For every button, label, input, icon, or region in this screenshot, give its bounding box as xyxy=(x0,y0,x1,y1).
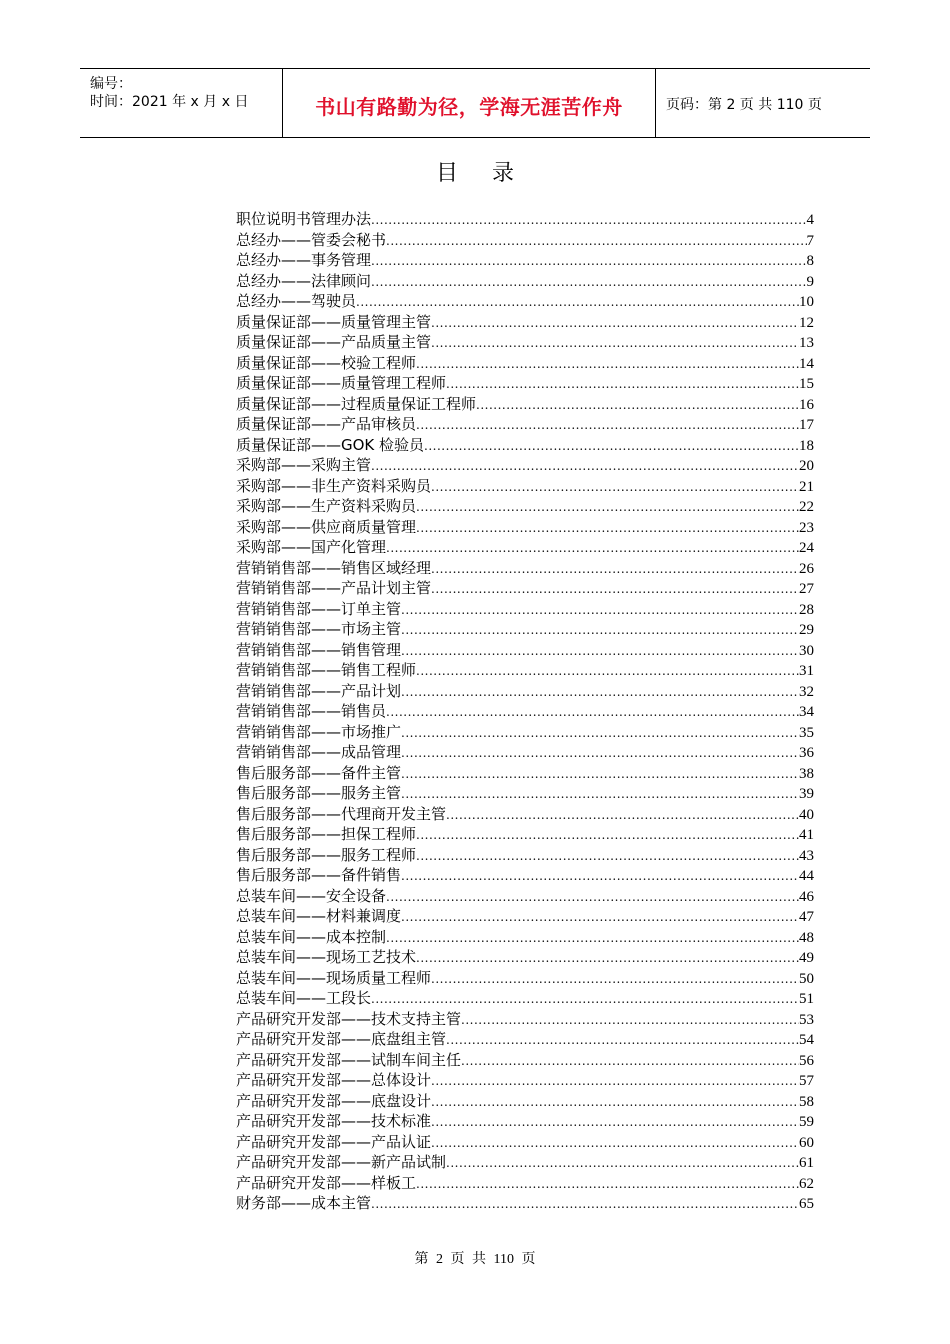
toc-leader-dots xyxy=(386,538,799,559)
toc-leader-dots xyxy=(401,682,799,703)
toc-entry-label: 产品研究开发部——产品认证 xyxy=(236,1132,432,1151)
toc-entry[interactable] xyxy=(236,517,814,538)
toc-entry-label: 质量保证部——过程质量保证工程师 xyxy=(236,394,477,413)
toc-entry[interactable] xyxy=(236,1009,814,1030)
toc-leader-dots xyxy=(356,292,799,313)
toc-entry-page: 22 xyxy=(799,499,814,515)
toc-entry-label: 营销销售部——市场主管 xyxy=(236,620,402,638)
toc-entry[interactable] xyxy=(236,476,814,497)
toc-entry-page: 48 xyxy=(799,929,814,946)
toc-entry-label: 营销销售部——销售管理 xyxy=(236,640,402,659)
toc-entry-label: 营销销售部——销售工程师 xyxy=(236,661,417,679)
toc-leader-dots xyxy=(401,600,799,621)
toc-leader-dots xyxy=(431,969,799,990)
header-page-cell xyxy=(656,69,870,137)
toc-entry[interactable] xyxy=(236,804,814,825)
page-header xyxy=(80,68,870,138)
toc-entry[interactable] xyxy=(236,947,814,968)
toc-entry[interactable] xyxy=(236,414,814,435)
toc-entry-page: 18 xyxy=(799,437,814,454)
toc-leader-dots xyxy=(431,1071,799,1092)
toc-entry-label: 质量保证部——质量管理主管 xyxy=(236,312,432,331)
toc-entry[interactable] xyxy=(236,291,814,312)
toc-entry-label: 采购部——生产资料采购员 xyxy=(236,497,417,515)
toc-entry-page: 47 xyxy=(799,909,814,925)
toc-leader-dots xyxy=(401,641,799,662)
toc-entry-page: 50 xyxy=(799,970,814,987)
toc-entry-page: 35 xyxy=(799,724,814,741)
toc-entry-label: 总装车间——安全设备 xyxy=(236,886,387,905)
toc-entry[interactable] xyxy=(236,722,814,743)
toc-entry-page: 46 xyxy=(799,888,814,905)
toc-entry[interactable] xyxy=(236,209,814,230)
toc-entry-page: 39 xyxy=(799,786,814,802)
toc-entry-label: 质量保证部——质量管理工程师 xyxy=(236,374,447,392)
toc-entry[interactable] xyxy=(236,845,814,866)
toc-entry-label: 总装车间——工段长 xyxy=(236,989,372,1007)
toc-entry-label: 产品研究开发部——新产品试制 xyxy=(236,1153,447,1171)
toc-leader-dots xyxy=(424,436,799,457)
toc-entry-page: 56 xyxy=(799,1052,814,1069)
toc-entry[interactable] xyxy=(236,640,814,661)
toc-leader-dots xyxy=(401,784,799,805)
table-of-contents xyxy=(236,209,814,1214)
toc-entry-label: 产品研究开发部——技术标准 xyxy=(236,1112,432,1130)
toc-entry[interactable] xyxy=(236,968,814,989)
toc-entry-label: 总经办——驾驶员 xyxy=(236,292,357,310)
toc-leader-dots xyxy=(401,764,799,785)
toc-entry-page: 43 xyxy=(799,847,814,864)
toc-entry-page: 13 xyxy=(799,335,814,351)
toc-entry[interactable] xyxy=(236,763,814,784)
toc-entry-page: 8 xyxy=(806,253,814,269)
toc-entry[interactable] xyxy=(236,1152,814,1173)
toc-entry[interactable] xyxy=(236,1111,814,1132)
toc-entry[interactable] xyxy=(236,660,814,681)
toc-entry[interactable] xyxy=(236,1132,814,1153)
toc-leader-dots xyxy=(386,231,806,252)
toc-leader-dots xyxy=(416,415,799,436)
toc-entry-page: 4 xyxy=(806,212,814,228)
page-footer: 第 2 页 共 110 页 xyxy=(414,1252,536,1267)
toc-entry-page: 7 xyxy=(806,232,814,249)
toc-entry[interactable] xyxy=(236,537,814,558)
toc-entry[interactable] xyxy=(236,312,814,333)
toc-leader-dots xyxy=(461,1010,799,1031)
toc-leader-dots xyxy=(386,702,799,723)
toc-leader-dots xyxy=(416,354,799,375)
toc-entry-label: 总经办——事务管理 xyxy=(236,251,372,269)
toc-entry-page: 32 xyxy=(799,683,814,700)
toc-leader-dots xyxy=(401,866,799,887)
toc-entry-page: 62 xyxy=(799,1175,814,1192)
toc-entry-page: 27 xyxy=(799,581,814,597)
toc-entry-page: 17 xyxy=(799,417,814,433)
toc-leader-dots xyxy=(416,661,799,682)
toc-entry-page: 57 xyxy=(799,1073,814,1089)
toc-leader-dots xyxy=(431,333,799,354)
header-page-info: 页码：第 2 页 共 110 页 xyxy=(666,97,822,113)
toc-entry-page: 10 xyxy=(799,294,814,310)
toc-leader-dots xyxy=(476,395,799,416)
toc-entry-label: 采购部——国产化管理 xyxy=(236,538,387,556)
toc-entry[interactable] xyxy=(236,1029,814,1050)
toc-entry[interactable] xyxy=(236,1050,814,1071)
header-meta-cell xyxy=(80,69,283,137)
toc-entry[interactable] xyxy=(236,578,814,599)
toc-entry[interactable] xyxy=(236,373,814,394)
toc-leader-dots xyxy=(416,518,799,539)
toc-entry[interactable] xyxy=(236,783,814,804)
toc-leader-dots xyxy=(431,477,799,498)
toc-leader-dots xyxy=(386,928,799,949)
toc-entry-page: 26 xyxy=(799,560,814,577)
toc-entry-label: 职位说明书管理办法 xyxy=(236,210,372,228)
toc-entry-page: 60 xyxy=(799,1134,814,1151)
document-date: 时间：2021 年 x 月 x 日 xyxy=(90,94,249,110)
toc-entry-label: 产品研究开发部——样板工 xyxy=(236,1173,417,1192)
toc-entry[interactable] xyxy=(236,886,814,907)
toc-entry-label: 营销销售部——订单主管 xyxy=(236,599,402,618)
toc-entry-label: 售后服务部——服务主管 xyxy=(236,784,402,802)
toc-leader-dots xyxy=(446,1153,799,1174)
toc-entry[interactable] xyxy=(236,558,814,579)
toc-entry-label: 质量保证部——GOK 检验员 xyxy=(236,435,425,454)
toc-entry-page: 54 xyxy=(799,1032,814,1048)
toc-entry-label: 营销销售部——产品计划 xyxy=(236,681,402,700)
toc-entry-page: 49 xyxy=(799,950,814,966)
toc-entry-page: 30 xyxy=(799,642,814,659)
toc-entry-page: 53 xyxy=(799,1011,814,1028)
toc-entry[interactable] xyxy=(236,681,814,702)
toc-entry[interactable] xyxy=(236,332,814,353)
toc-entry-page: 38 xyxy=(799,765,814,782)
toc-leader-dots xyxy=(446,1030,799,1051)
toc-leader-dots xyxy=(371,1194,799,1215)
toc-leader-dots xyxy=(446,805,799,826)
toc-entry-page: 44 xyxy=(799,868,814,884)
toc-leader-dots xyxy=(431,1092,799,1113)
toc-entry-label: 财务部——成本主管 xyxy=(236,1194,372,1212)
toc-leader-dots xyxy=(386,887,799,908)
toc-leader-dots xyxy=(371,272,806,293)
toc-leader-dots xyxy=(401,620,799,641)
toc-entry-label: 售后服务部——备件主管 xyxy=(236,763,402,782)
toc-entry-page: 29 xyxy=(799,622,814,638)
toc-entry[interactable] xyxy=(236,1091,814,1112)
toc-entry-page: 41 xyxy=(799,827,814,843)
toc-entry-label: 售后服务部——服务工程师 xyxy=(236,845,417,864)
toc-leader-dots xyxy=(431,313,799,334)
toc-entry-page: 14 xyxy=(799,355,814,372)
toc-entry[interactable] xyxy=(236,455,814,476)
toc-entry-label: 营销销售部——产品计划主管 xyxy=(236,579,432,597)
toc-entry[interactable] xyxy=(236,701,814,722)
toc-entry-page: 34 xyxy=(799,704,814,720)
toc-leader-dots xyxy=(446,374,799,395)
toc-entry-page: 24 xyxy=(799,540,814,556)
toc-entry-page: 59 xyxy=(799,1114,814,1130)
toc-entry-page: 28 xyxy=(799,601,814,618)
toc-leader-dots xyxy=(401,907,799,928)
toc-entry-label: 营销销售部——销售员 xyxy=(236,702,387,720)
toc-entry-page: 58 xyxy=(799,1093,814,1110)
toc-entry-label: 产品研究开发部——技术支持主管 xyxy=(236,1009,462,1028)
toc-entry-page: 40 xyxy=(799,806,814,823)
toc-entry[interactable] xyxy=(236,435,814,456)
toc-entry[interactable] xyxy=(236,619,814,640)
toc-entry[interactable] xyxy=(236,250,814,271)
toc-leader-dots xyxy=(431,1133,799,1154)
toc-leader-dots xyxy=(416,1174,799,1195)
toc-entry-label: 营销销售部——市场推广 xyxy=(236,722,402,741)
toc-leader-dots xyxy=(416,846,799,867)
toc-entry-label: 质量保证部——产品审核员 xyxy=(236,415,417,433)
toc-leader-dots xyxy=(431,559,799,580)
toc-entry-page: 16 xyxy=(799,396,814,413)
toc-entry[interactable] xyxy=(236,824,814,845)
toc-entry-label: 总装车间——成本控制 xyxy=(236,927,387,946)
toc-entry-label: 售后服务部——担保工程师 xyxy=(236,825,417,843)
toc-entry[interactable] xyxy=(236,230,814,251)
toc-entry-label: 总装车间——现场质量工程师 xyxy=(236,968,432,987)
toc-entry[interactable] xyxy=(236,496,814,517)
toc-entry-page: 15 xyxy=(799,376,814,392)
toc-entry-page: 23 xyxy=(799,519,814,536)
toc-entry-page: 51 xyxy=(799,991,814,1007)
toc-entry-page: 36 xyxy=(799,745,814,761)
header-motto: 书山有路勤为径，学海无涯苦作舟 xyxy=(315,95,623,119)
toc-entry-page: 21 xyxy=(799,478,814,495)
toc-leader-dots xyxy=(431,579,799,600)
toc-entry-label: 质量保证部——校验工程师 xyxy=(236,353,417,372)
toc-entry[interactable] xyxy=(236,1193,814,1214)
toc-leader-dots xyxy=(431,1112,799,1133)
toc-entry-label: 产品研究开发部——底盘组主管 xyxy=(236,1030,447,1048)
toc-entry-page: 31 xyxy=(799,663,814,679)
toc-leader-dots xyxy=(416,497,799,518)
toc-leader-dots xyxy=(416,825,799,846)
toc-entry-page: 65 xyxy=(799,1196,814,1212)
toc-leader-dots xyxy=(371,210,806,231)
toc-leader-dots xyxy=(371,989,799,1010)
toc-entry[interactable] xyxy=(236,1173,814,1194)
toc-leader-dots xyxy=(461,1051,799,1072)
toc-entry[interactable] xyxy=(236,865,814,886)
header-motto-cell xyxy=(283,69,656,137)
toc-entry-label: 总装车间——现场工艺技术 xyxy=(236,948,417,966)
toc-entry-label: 总经办——管委会秘书 xyxy=(236,230,387,249)
toc-entry-page: 9 xyxy=(806,273,814,290)
toc-entry-label: 采购部——采购主管 xyxy=(236,456,372,474)
toc-leader-dots xyxy=(371,251,806,272)
toc-leader-dots xyxy=(401,743,799,764)
toc-entry-label: 售后服务部——备件销售 xyxy=(236,866,402,884)
toc-entry-label: 营销销售部——成品管理 xyxy=(236,743,402,761)
toc-leader-dots xyxy=(371,456,799,477)
toc-entry-label: 产品研究开发部——试制车间主任 xyxy=(236,1050,462,1069)
toc-entry[interactable] xyxy=(236,353,814,374)
toc-entry[interactable] xyxy=(236,394,814,415)
toc-leader-dots xyxy=(401,723,799,744)
toc-entry[interactable] xyxy=(236,599,814,620)
toc-entry[interactable] xyxy=(236,988,814,1009)
toc-entry-label: 采购部——非生产资料采购员 xyxy=(236,476,432,495)
toc-entry-label: 产品研究开发部——底盘设计 xyxy=(236,1091,432,1110)
toc-title: 目录 xyxy=(435,161,548,186)
toc-entry-page: 20 xyxy=(799,458,814,474)
toc-entry-label: 营销销售部——销售区域经理 xyxy=(236,558,432,577)
toc-entry[interactable] xyxy=(236,906,814,927)
toc-entry[interactable] xyxy=(236,927,814,948)
toc-entry-page: 61 xyxy=(799,1155,814,1171)
toc-entry-label: 售后服务部——代理商开发主管 xyxy=(236,804,447,823)
document-number-label: 编号： xyxy=(90,76,132,92)
toc-leader-dots xyxy=(416,948,799,969)
toc-entry[interactable] xyxy=(236,1070,814,1091)
toc-entry-label: 总经办——法律顾问 xyxy=(236,271,372,290)
toc-entry-label: 质量保证部——产品质量主管 xyxy=(236,333,432,351)
toc-entry[interactable] xyxy=(236,271,814,292)
toc-entry-page: 12 xyxy=(799,314,814,331)
toc-entry-label: 总装车间——材料兼调度 xyxy=(236,907,402,925)
toc-entry[interactable] xyxy=(236,742,814,763)
toc-entry-label: 采购部——供应商质量管理 xyxy=(236,517,417,536)
toc-entry-label: 产品研究开发部——总体设计 xyxy=(236,1071,432,1089)
